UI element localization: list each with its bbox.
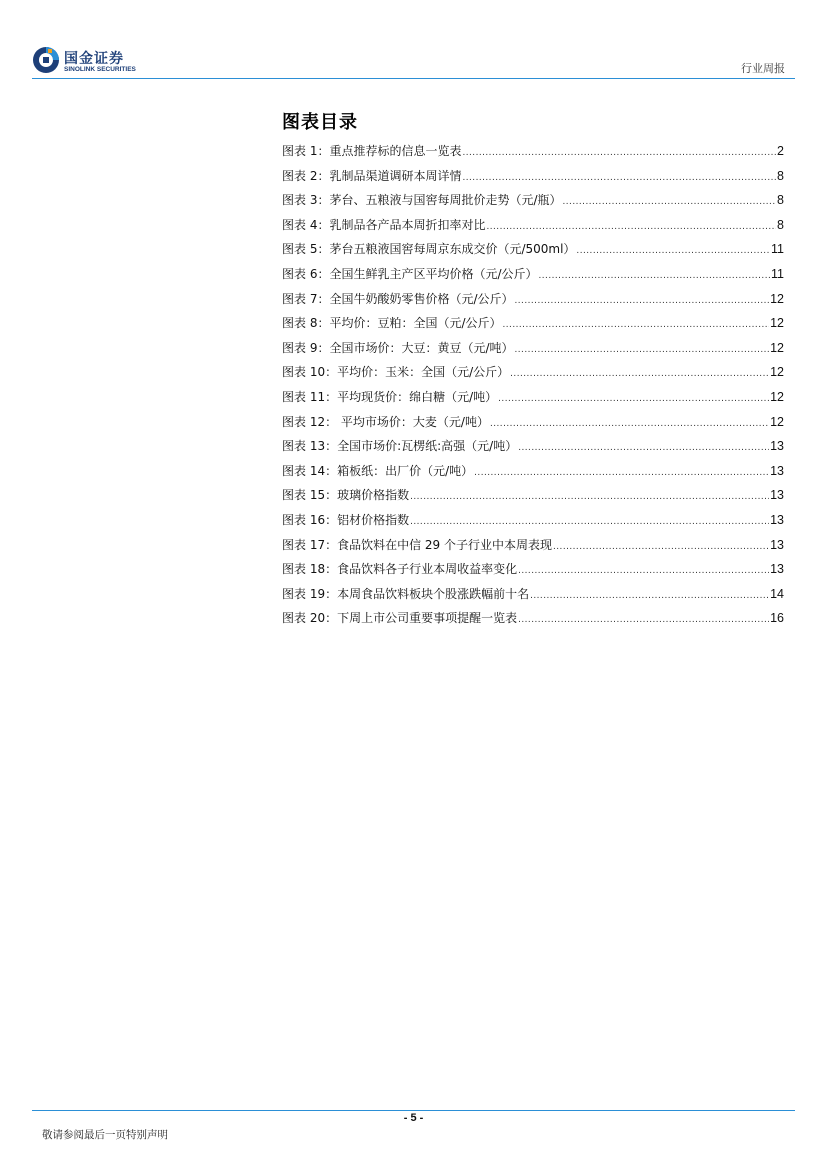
toc-item-page: 11 <box>771 266 784 281</box>
page-number: - 5 - <box>403 1112 424 1124</box>
toc-title: 图表目录 <box>282 112 358 133</box>
toc-item-page: 13 <box>770 439 784 454</box>
toc-item[interactable] <box>282 437 784 462</box>
toc-item-page: 16 <box>770 611 784 626</box>
toc-item-page: 13 <box>770 463 784 478</box>
toc-item-label: 图表 5：茅台五粮液国窖每周京东成交价（元/500ml） <box>282 242 576 257</box>
toc-item-page: 12 <box>770 365 784 380</box>
toc-item-label: 图表 9：全国市场价：大豆：黄豆（元/吨） <box>282 340 514 355</box>
toc-item[interactable] <box>282 314 784 339</box>
toc-leader-dots <box>503 319 770 330</box>
sinolink-logo-icon <box>32 46 60 74</box>
toc-item-label: 图表 19：本周食品饮料板块个股涨跌幅前十名 <box>282 586 530 601</box>
toc-leader-dots <box>518 565 769 576</box>
toc-leader-dots <box>510 368 769 379</box>
toc-item-label: 图表 11：平均现货价：绵白糖（元/吨） <box>282 389 498 404</box>
toc-leader-dots <box>515 344 770 355</box>
toc-item-label: 图表 2：乳制品渠道调研本周详情 <box>282 168 462 183</box>
toc-item[interactable] <box>282 240 784 265</box>
toc-item-page: 11 <box>771 242 784 257</box>
toc-item-label: 图表 7：全国牛奶酸奶零售价格（元/公斤） <box>282 291 514 306</box>
toc-item-page: 13 <box>770 562 784 577</box>
toc-item-page: 12 <box>770 316 784 331</box>
company-logo <box>32 46 162 78</box>
toc-item[interactable] <box>282 265 784 290</box>
toc-item-page: 13 <box>770 512 784 527</box>
toc-item-label: 图表 17：食品饮料在中信 29 个子行业中本周表现 <box>282 537 552 552</box>
logo-chinese-name: 国金证券 <box>64 51 124 67</box>
footer-divider <box>32 1110 795 1111</box>
toc-item-label: 图表 1：重点推荐标的信息一览表 <box>282 144 462 158</box>
toc-item[interactable] <box>282 191 784 216</box>
toc-leader-dots <box>563 196 777 207</box>
toc-item[interactable] <box>282 363 784 388</box>
toc-leader-dots <box>486 221 776 232</box>
toc-item-label: 图表 12： 平均市场价：大麦（元/吨） <box>282 414 489 429</box>
toc-item-page: 12 <box>770 389 784 404</box>
toc-leader-dots <box>462 147 776 158</box>
toc-item[interactable] <box>282 560 784 585</box>
logo-english-name: SINOLINK SECURITIES <box>64 66 136 73</box>
toc-item-label: 图表 3：茅台、五粮液与国窖每周批价走势（元/瓶） <box>282 193 562 208</box>
toc-item-page: 2 <box>777 144 784 158</box>
toc-leader-dots <box>410 516 769 527</box>
toc-leader-dots <box>462 172 776 183</box>
toc-item[interactable] <box>282 142 784 167</box>
toc-item-page: 12 <box>770 340 784 355</box>
toc-item-label: 图表 8：平均价：豆粕：全国（元/公斤） <box>282 316 502 331</box>
toc-item-label: 图表 20：下周上市公司重要事项提醒一览表 <box>282 611 518 626</box>
header-divider <box>32 78 795 79</box>
toc-leader-dots <box>498 393 769 404</box>
toc-leader-dots <box>539 270 771 281</box>
toc-item[interactable] <box>282 388 784 413</box>
toc-item-label: 图表 18：食品饮料各子行业本周收益率变化 <box>282 562 518 577</box>
toc-item[interactable] <box>282 609 784 634</box>
toc-item-label: 图表 10：平均价：玉米：全国（元/公斤） <box>282 365 510 380</box>
toc-leader-dots <box>553 541 769 552</box>
toc-item-label: 图表 16：铝材价格指数 <box>282 512 410 527</box>
toc-item[interactable] <box>282 462 784 487</box>
toc-list <box>282 142 784 634</box>
toc-item-page: 13 <box>770 537 784 552</box>
toc-item[interactable] <box>282 511 784 536</box>
toc-leader-dots <box>490 418 769 429</box>
toc-item-label: 图表 6：全国生鲜乳主产区平均价格（元/公斤） <box>282 266 538 281</box>
toc-item[interactable] <box>282 216 784 241</box>
toc-item-page: 12 <box>770 414 784 429</box>
toc-item-label: 图表 13：全国市场价:瓦楞纸:高强（元/吨） <box>282 439 518 454</box>
toc-leader-dots <box>576 245 770 256</box>
toc-item-label: 图表 15：玻璃价格指数 <box>282 488 410 503</box>
toc-item[interactable] <box>282 536 784 561</box>
footer-disclaimer: 敬请参阅最后一页特别声明 <box>42 1129 168 1141</box>
toc-item[interactable] <box>282 413 784 438</box>
toc-leader-dots <box>530 590 769 601</box>
toc-item[interactable] <box>282 486 784 511</box>
toc-leader-dots <box>474 467 769 478</box>
toc-item-page: 13 <box>770 488 784 503</box>
toc-item-page: 12 <box>770 291 784 306</box>
report-type-label: 行业周报 <box>741 62 785 75</box>
toc-item[interactable] <box>282 290 784 315</box>
toc-leader-dots <box>410 491 769 502</box>
toc-leader-dots <box>518 614 769 625</box>
toc-item-page: 8 <box>777 217 784 232</box>
toc-item[interactable] <box>282 167 784 192</box>
toc-item-label: 图表 14：箱板纸：出厂价（元/吨） <box>282 463 474 478</box>
toc-item-label: 图表 4：乳制品各产品本周折扣率对比 <box>282 217 486 232</box>
toc-item-page: 8 <box>777 193 784 208</box>
toc-item-page: 14 <box>770 586 784 601</box>
toc-item[interactable] <box>282 585 784 610</box>
toc-item[interactable] <box>282 339 784 364</box>
toc-leader-dots <box>518 442 769 453</box>
toc-item-page: 8 <box>777 168 784 183</box>
toc-leader-dots <box>515 295 770 306</box>
